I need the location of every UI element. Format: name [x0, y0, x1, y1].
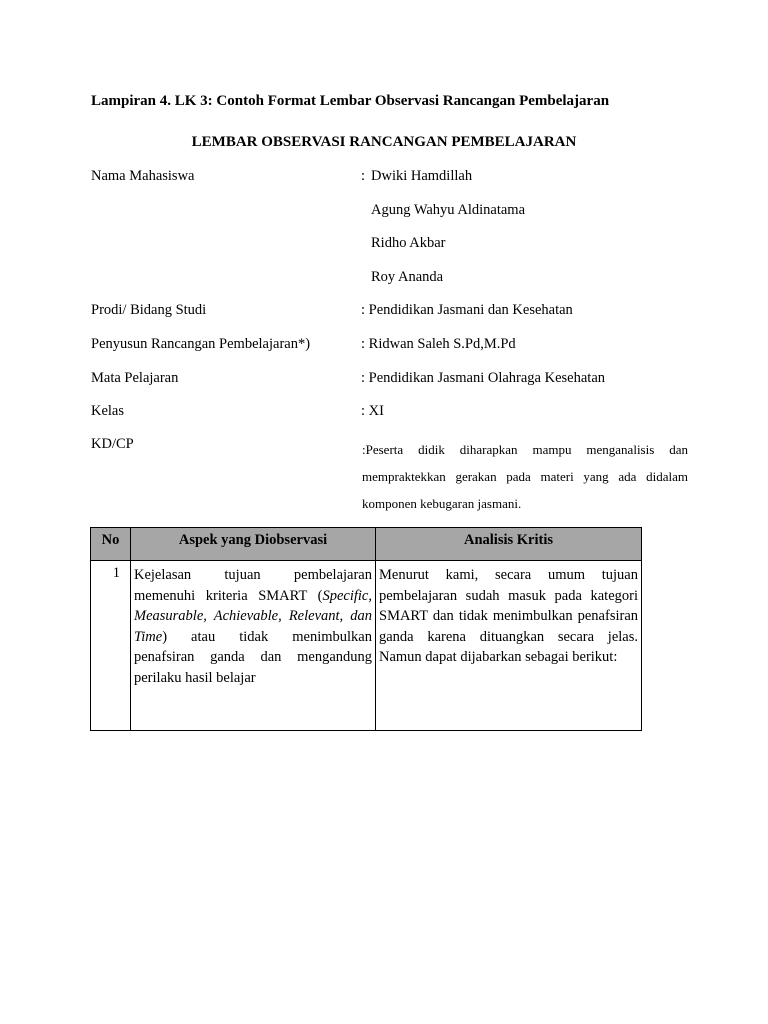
mapel-label: Mata Pelajaran: [91, 370, 179, 386]
prodi-label: Prodi/ Bidang Studi: [91, 302, 207, 318]
analisis-text: Menurut kami, secara umum tujuan pembelajaran sudah masuk pada kategori SMART dan tidak menimbulkan penafsiran ganda karena dituangkan secara jelas. Namun dapat dijabarkan sebagai berikut:: [379, 567, 638, 665]
aspek-text: Kejelasan tujuan pembelajaran memenuhi kriteria SMART (: [134, 567, 372, 604]
kelas-label: Kelas: [91, 403, 125, 419]
cell-aspek: [131, 561, 376, 731]
kdcp-label: KD/CP: [91, 436, 134, 452]
kdcp-line: :Peserta didik diharapkan mampu menganalisis dan: [362, 442, 688, 457]
nama-label: Nama Mahasiswa: [91, 168, 195, 184]
appendix-heading: Lampiran 4. LK 3: Contoh Format Lembar Observasi Rancangan Pembelajaran: [91, 93, 610, 109]
table-header-row: [91, 528, 642, 561]
cell-no: 1: [91, 561, 131, 731]
aspek-smart-terms: Specific, Measurable, Achievable, Relevant, dan Time: [134, 587, 372, 645]
penyusun-value: : Ridwan Saleh S.Pd,M.Pd: [361, 336, 516, 352]
header-no: No: [91, 528, 131, 561]
student-name: Agung Wahyu Aldinatama: [371, 202, 526, 218]
penyusun-label: Penyusun Rancangan Pembelajaran*): [91, 336, 311, 352]
student-name: Dwiki Hamdillah: [371, 168, 473, 184]
table-row: [91, 561, 642, 731]
header-aspek: Aspek yang Diobservasi: [131, 528, 376, 561]
header-analisis: Analisis Kritis: [376, 528, 642, 561]
observation-table: [90, 527, 642, 731]
nama-colon: :: [361, 168, 366, 184]
cell-analisis: [376, 561, 642, 731]
prodi-value: : Pendidikan Jasmani dan Kesehatan: [361, 302, 573, 318]
student-name: Roy Ananda: [371, 269, 444, 285]
kelas-value: : XI: [361, 403, 384, 419]
kdcp-line: mempraktekkan gerakan pada materi yang ada didalam: [362, 469, 688, 484]
page-title: LEMBAR OBSERVASI RANCANGAN PEMBELAJARAN: [191, 134, 577, 150]
aspek-text-end: ) atau tidak menimbulkan penafsiran ganda dan mengandung perilaku hasil belajar: [134, 628, 372, 686]
kdcp-line: komponen kebugaran jasmani.: [362, 496, 522, 511]
mapel-value: : Pendidikan Jasmani Olahraga Kesehatan: [361, 370, 606, 386]
kdcp-value: [362, 436, 688, 517]
student-name: Ridho Akbar: [371, 235, 446, 251]
